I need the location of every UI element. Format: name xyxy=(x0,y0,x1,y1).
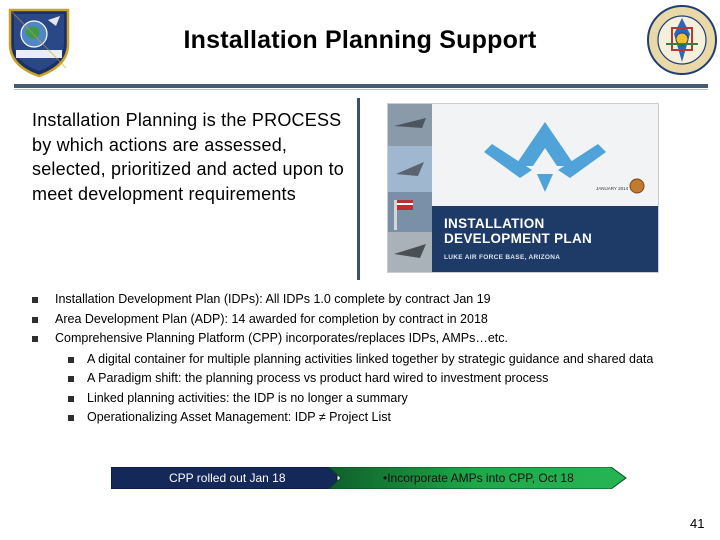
bullet-square-icon xyxy=(68,415,74,421)
sub-list-item xyxy=(32,351,672,369)
intro-text: Installation Planning is the PROCESS by which actions are assessed, selected, prioritized and acted upon to meet development requirements xyxy=(32,110,344,204)
bullet-square-icon xyxy=(68,357,74,363)
afmc-emblem-icon xyxy=(4,4,74,78)
bullet-list xyxy=(32,290,672,427)
bullet-text: Area Development Plan (ADP): 14 awarded for completion by contract in 2018 xyxy=(55,311,488,326)
idp-cover-image xyxy=(388,104,658,272)
bullet-square-icon xyxy=(32,317,38,323)
cover-date: JANUARY 2014 xyxy=(596,186,629,191)
list-item xyxy=(32,310,672,330)
list-item xyxy=(32,290,672,310)
sub-bullet-text: A Paradigm shift: the planning process vs product hard wired to investment process xyxy=(87,371,549,386)
page-number: 41 xyxy=(690,516,705,531)
slide-title: Installation Planning Support xyxy=(183,26,537,54)
bullet-text: Installation Development Plan (IDPs): All IDPs 1.0 complete by contract Jan 19 xyxy=(55,292,491,306)
sub-bullet-text: Linked planning activities: the IDP is no longer a summary xyxy=(87,390,408,405)
bullet-square-icon xyxy=(32,297,38,303)
header-rule-thin xyxy=(14,89,708,90)
sub-list-item xyxy=(32,370,672,388)
cover-subtitle: LUKE AIR FORCE BASE, ARIZONA xyxy=(444,254,561,261)
bullet-square-icon xyxy=(68,376,74,382)
afcec-emblem-icon xyxy=(646,4,718,76)
photo-strip-icon xyxy=(388,104,432,272)
timeline-left-label: CPP rolled out Jan 18 xyxy=(169,471,286,485)
cover-title-line2: DEVELOPMENT PLAN xyxy=(444,231,593,246)
list-item xyxy=(32,329,672,349)
cover-title xyxy=(444,216,656,246)
timeline-arrow xyxy=(111,467,627,489)
sub-bullet-text: Operationalizing Asset Management: IDP ≠ Project List xyxy=(87,410,392,425)
bullet-square-icon xyxy=(68,396,74,402)
bullet-square-icon xyxy=(32,336,38,342)
sub-list-item xyxy=(32,409,672,427)
cover-title-line1: INSTALLATION xyxy=(444,216,545,231)
bullet-text: Comprehensive Planning Platform (CPP) incorporates/replaces IDPs, AMPs…etc. xyxy=(55,331,508,346)
header-rule xyxy=(14,84,708,88)
vertical-divider xyxy=(357,98,360,280)
timeline-right-label: •Incorporate AMPs into CPP, Oct 18 xyxy=(383,471,574,485)
sub-bullet-text: A digital container for multiple planning activities linked together by strategic guidance and shared data xyxy=(87,351,654,366)
sub-list-item xyxy=(32,390,672,408)
